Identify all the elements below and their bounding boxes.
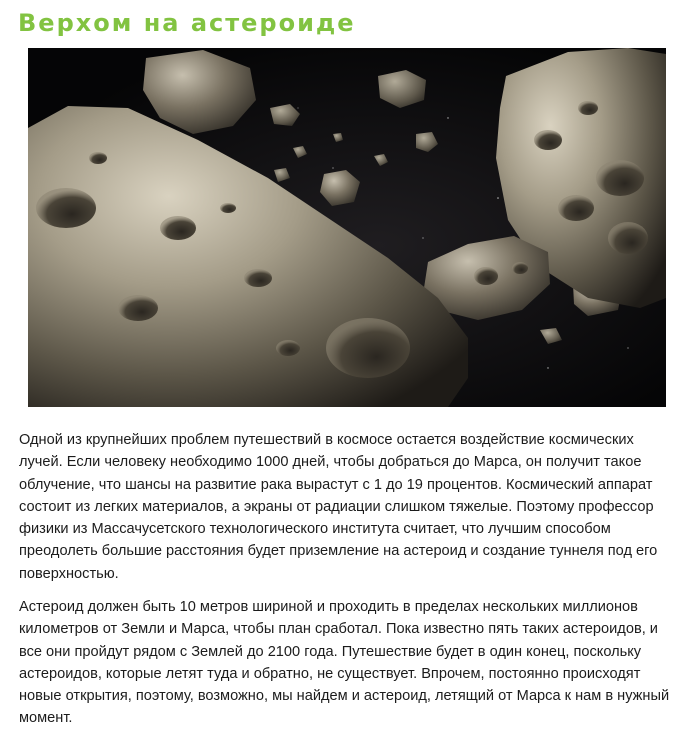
article-title: Верхом на астероиде bbox=[18, 9, 356, 37]
article-paragraph-1: Одной из крупнейших проблем путешествий в космосе остается воздействие космических лучей. Если человеку необходимо 1000 дней, чтобы добраться до Марса, он получит такое облучение, что шансы на развитие рака вырастут с 1 до 19 процентов. Космический аппарат состоит из легких материалов, а экраны от радиации слишком тяжелые. Поэтому профессор физики из Массачусетского технологического института считает, что лучшим способом преодолеть большие расстояния будет приземление на астероид и создание туннеля под его поверхностью. bbox=[19, 432, 658, 582]
article-paragraph-2: Астероид должен быть 10 метров шириной и проходить в пределах нескольких миллионов километров от Земли и Марса, чтобы план сработал. Пока известно пять таких астероидов, и все они пройдут рядом с Землей до 2100 года. Путешествие будет в один конец, поскольку астероидов, которые летят туда и обратно, не существует. Впрочем, постоянно происходят новые открытия, поэтому, возможно, мы найдем и астероид, летящий от Марса к нам в нужный момент. bbox=[19, 599, 670, 727]
asteroid-field-image bbox=[28, 48, 666, 407]
